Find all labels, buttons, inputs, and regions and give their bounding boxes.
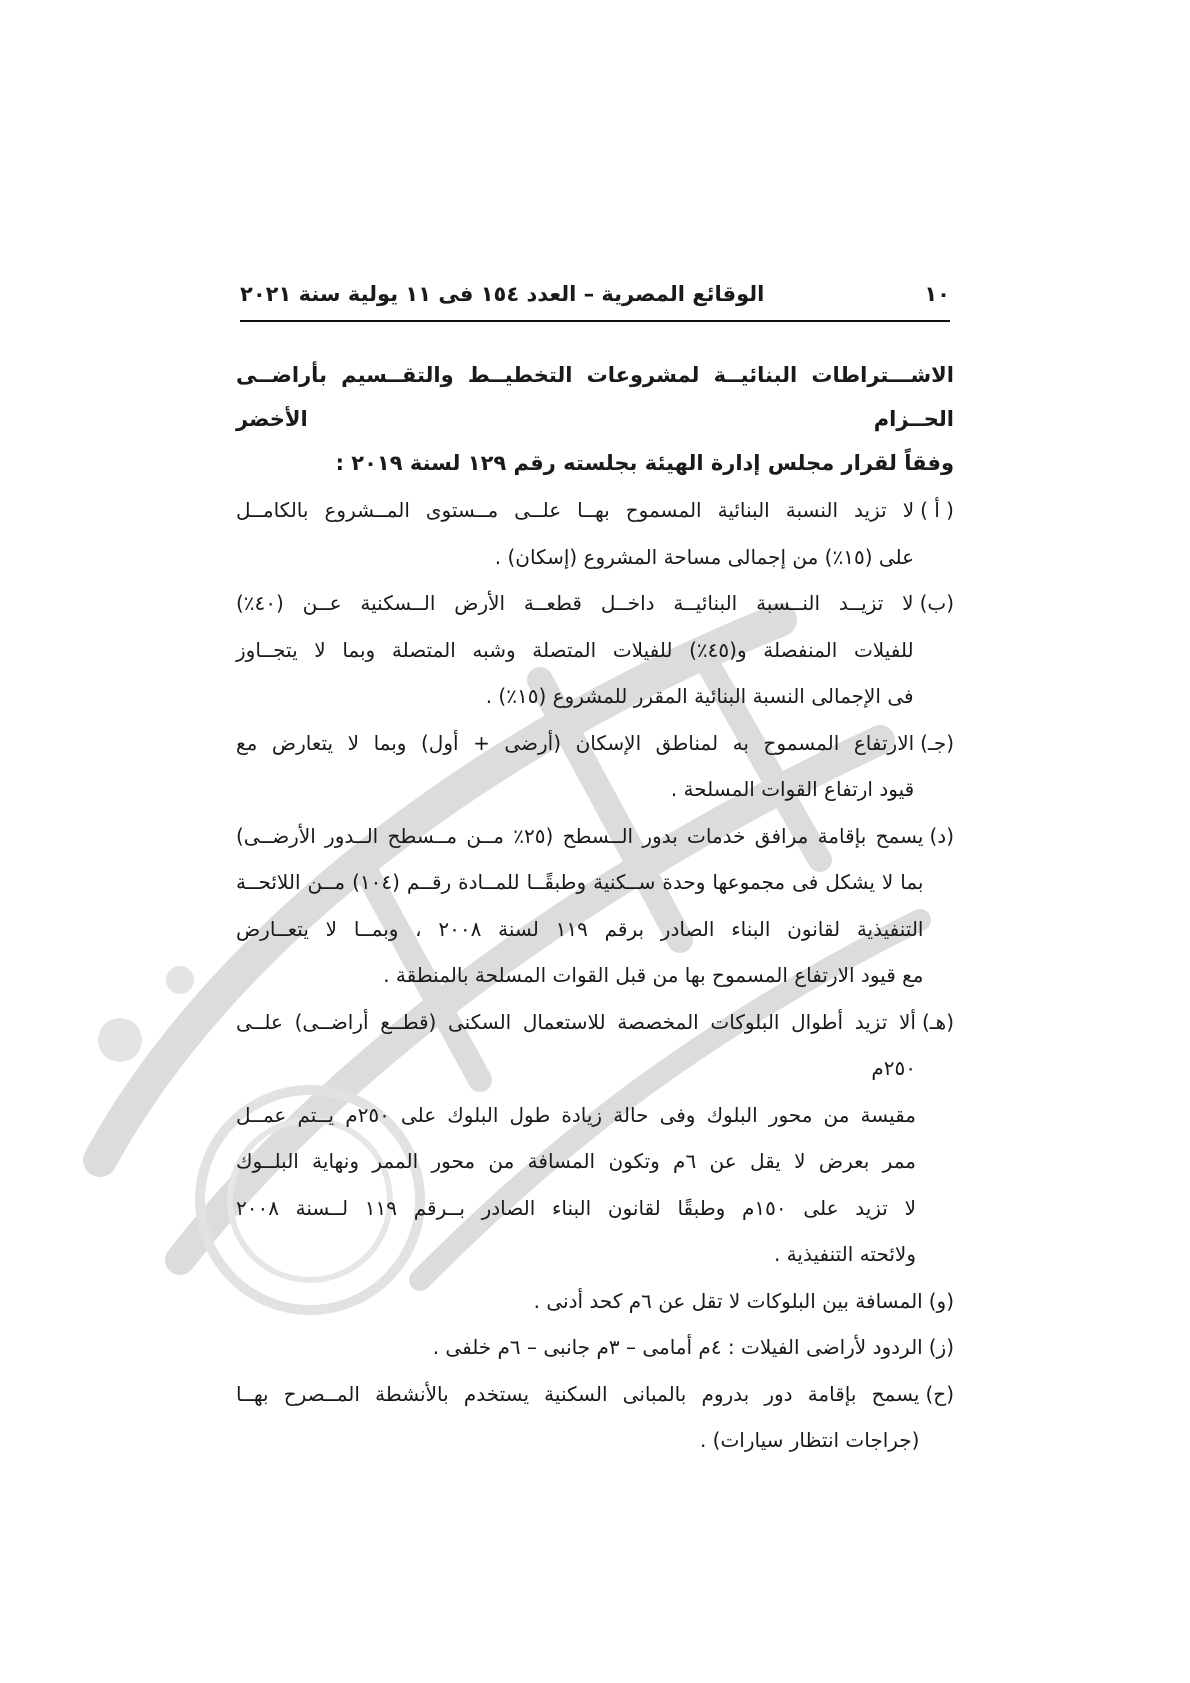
item-line: (جراجات انتظار سيارات) . bbox=[699, 1428, 920, 1452]
item-text bbox=[236, 1371, 919, 1464]
header-divider bbox=[240, 320, 950, 322]
item-marker: (د) bbox=[929, 823, 954, 848]
item-marker: ( أ ) bbox=[920, 498, 954, 522]
item-line: ولائحته التنفيذية . bbox=[773, 1242, 916, 1266]
item-marker: (ز) bbox=[928, 1335, 954, 1359]
item-line: ألا تزيد أطوال البلوكات المخصصة للاستعمال السكنى (قطــع أراضــى) علــى ٢٥٠م bbox=[236, 1009, 916, 1080]
item-line: يسمح بإقامة دور بدروم بالمبانى السكنية يستخدم بالأنشطة المــصرح بهــا bbox=[236, 1381, 920, 1406]
item-line: قيود ارتفاع القوات المسلحة . bbox=[670, 777, 915, 801]
list-item bbox=[236, 1371, 954, 1464]
item-marker: (جـ) bbox=[920, 730, 954, 755]
conditions-list bbox=[236, 487, 954, 1464]
item-line: للفيلات المنفصلة و(٤٥٪) للفيلات المتصلة وشبه المتصلة وبما لا يتجــاوز bbox=[236, 637, 914, 662]
list-item bbox=[236, 580, 954, 720]
list-item bbox=[236, 999, 954, 1278]
item-line: يسمح بإقامة مرافق خدمات بدور الــسطح (٢٥٪ مــن مــسطح الــدور الأرضــى) bbox=[236, 823, 924, 848]
item-text bbox=[236, 1324, 923, 1371]
document-body bbox=[236, 353, 954, 1464]
item-marker: (ب) bbox=[919, 591, 954, 615]
section-title-line-2: وفقاً لقرار مجلس إدارة الهيئة بجلسته رقم ١٢٩ لسنة ٢٠١٩ : bbox=[335, 451, 954, 475]
item-line: مقيسة من محور البلوك وفى حالة زيادة طول البلوك على ٢٥٠م يــتم عمــل bbox=[236, 1102, 916, 1127]
item-text bbox=[236, 999, 916, 1278]
running-title: الوقائع المصرية – العدد ١٥٤ فى ١١ يولية سنة ٢٠٢١ bbox=[240, 282, 765, 306]
item-marker: (هـ) bbox=[921, 1009, 954, 1034]
item-line: لا تزيد على ١٥٠م وطبقًا لقانون البناء الصادر بــرقم ١١٩ لــسنة ٢٠٠٨ bbox=[236, 1195, 916, 1220]
item-line: مع قيود الارتفاع المسموح بها من قبل القوات المسلحة بالمنطقة . bbox=[383, 963, 924, 987]
list-item bbox=[236, 1324, 954, 1371]
item-text bbox=[236, 1278, 923, 1325]
item-line: لا تزيــد النــسبة البنائيــة داخــل قطعــة الأرض الــسكنية عــن (٤٠٪) bbox=[236, 591, 914, 615]
list-item bbox=[236, 1278, 954, 1325]
item-line: بما لا يشكل فى مجموعها وحدة ســكنية وطبقًــا للمــادة رقــم (١٠٤) مــن اللائحــة bbox=[236, 870, 924, 894]
item-line: التنفيذية لقانون البناء الصادر برقم ١١٩ لسنة ٢٠٠٨ ، وبمــا لا يتعــارض bbox=[236, 916, 924, 941]
page-header bbox=[240, 272, 950, 316]
item-text bbox=[236, 580, 914, 720]
item-line: الارتفاع المسموح به لمناطق الإسكان (أرضى + أول) وبما لا يتعارض مع bbox=[236, 730, 915, 755]
item-line: فى الإجمالى النسبة البنائية المقرر للمشروع (١٥٪) . bbox=[485, 684, 914, 708]
list-item bbox=[236, 720, 954, 813]
section-title bbox=[236, 353, 954, 485]
item-line: المسافة بين البلوكات لا تقل عن ٦م كحد أدنى . bbox=[533, 1288, 923, 1313]
list-item bbox=[236, 813, 954, 999]
section-title-line-1: الاشـــتراطات البنائيــة لمشروعات التخطيــط والتقــسيم بأراضــى الحــزام الأخضر bbox=[236, 363, 954, 431]
item-line: ممر بعرض لا يقل عن ٦م وتكون المسافة من محور الممر ونهاية البلــوك bbox=[236, 1149, 916, 1173]
item-text bbox=[236, 813, 923, 999]
item-line: على (١٥٪) من إجمالى مساحة المشروع (إسكان) . bbox=[494, 544, 915, 569]
page-number: ١٠ bbox=[924, 282, 950, 306]
item-line: الردود لأراضى الفيلات : ٤م أمامى – ٣م جانبى – ٦م خلفى . bbox=[432, 1335, 923, 1359]
item-text bbox=[236, 487, 914, 580]
item-text bbox=[236, 720, 914, 813]
item-marker: (و) bbox=[928, 1288, 954, 1313]
list-item bbox=[236, 487, 954, 580]
item-line: لا تزيد النسبة البنائية المسموح بهــا علــى مــستوى المــشروع بالكامــل bbox=[236, 498, 915, 522]
item-marker: (ح) bbox=[925, 1381, 954, 1406]
